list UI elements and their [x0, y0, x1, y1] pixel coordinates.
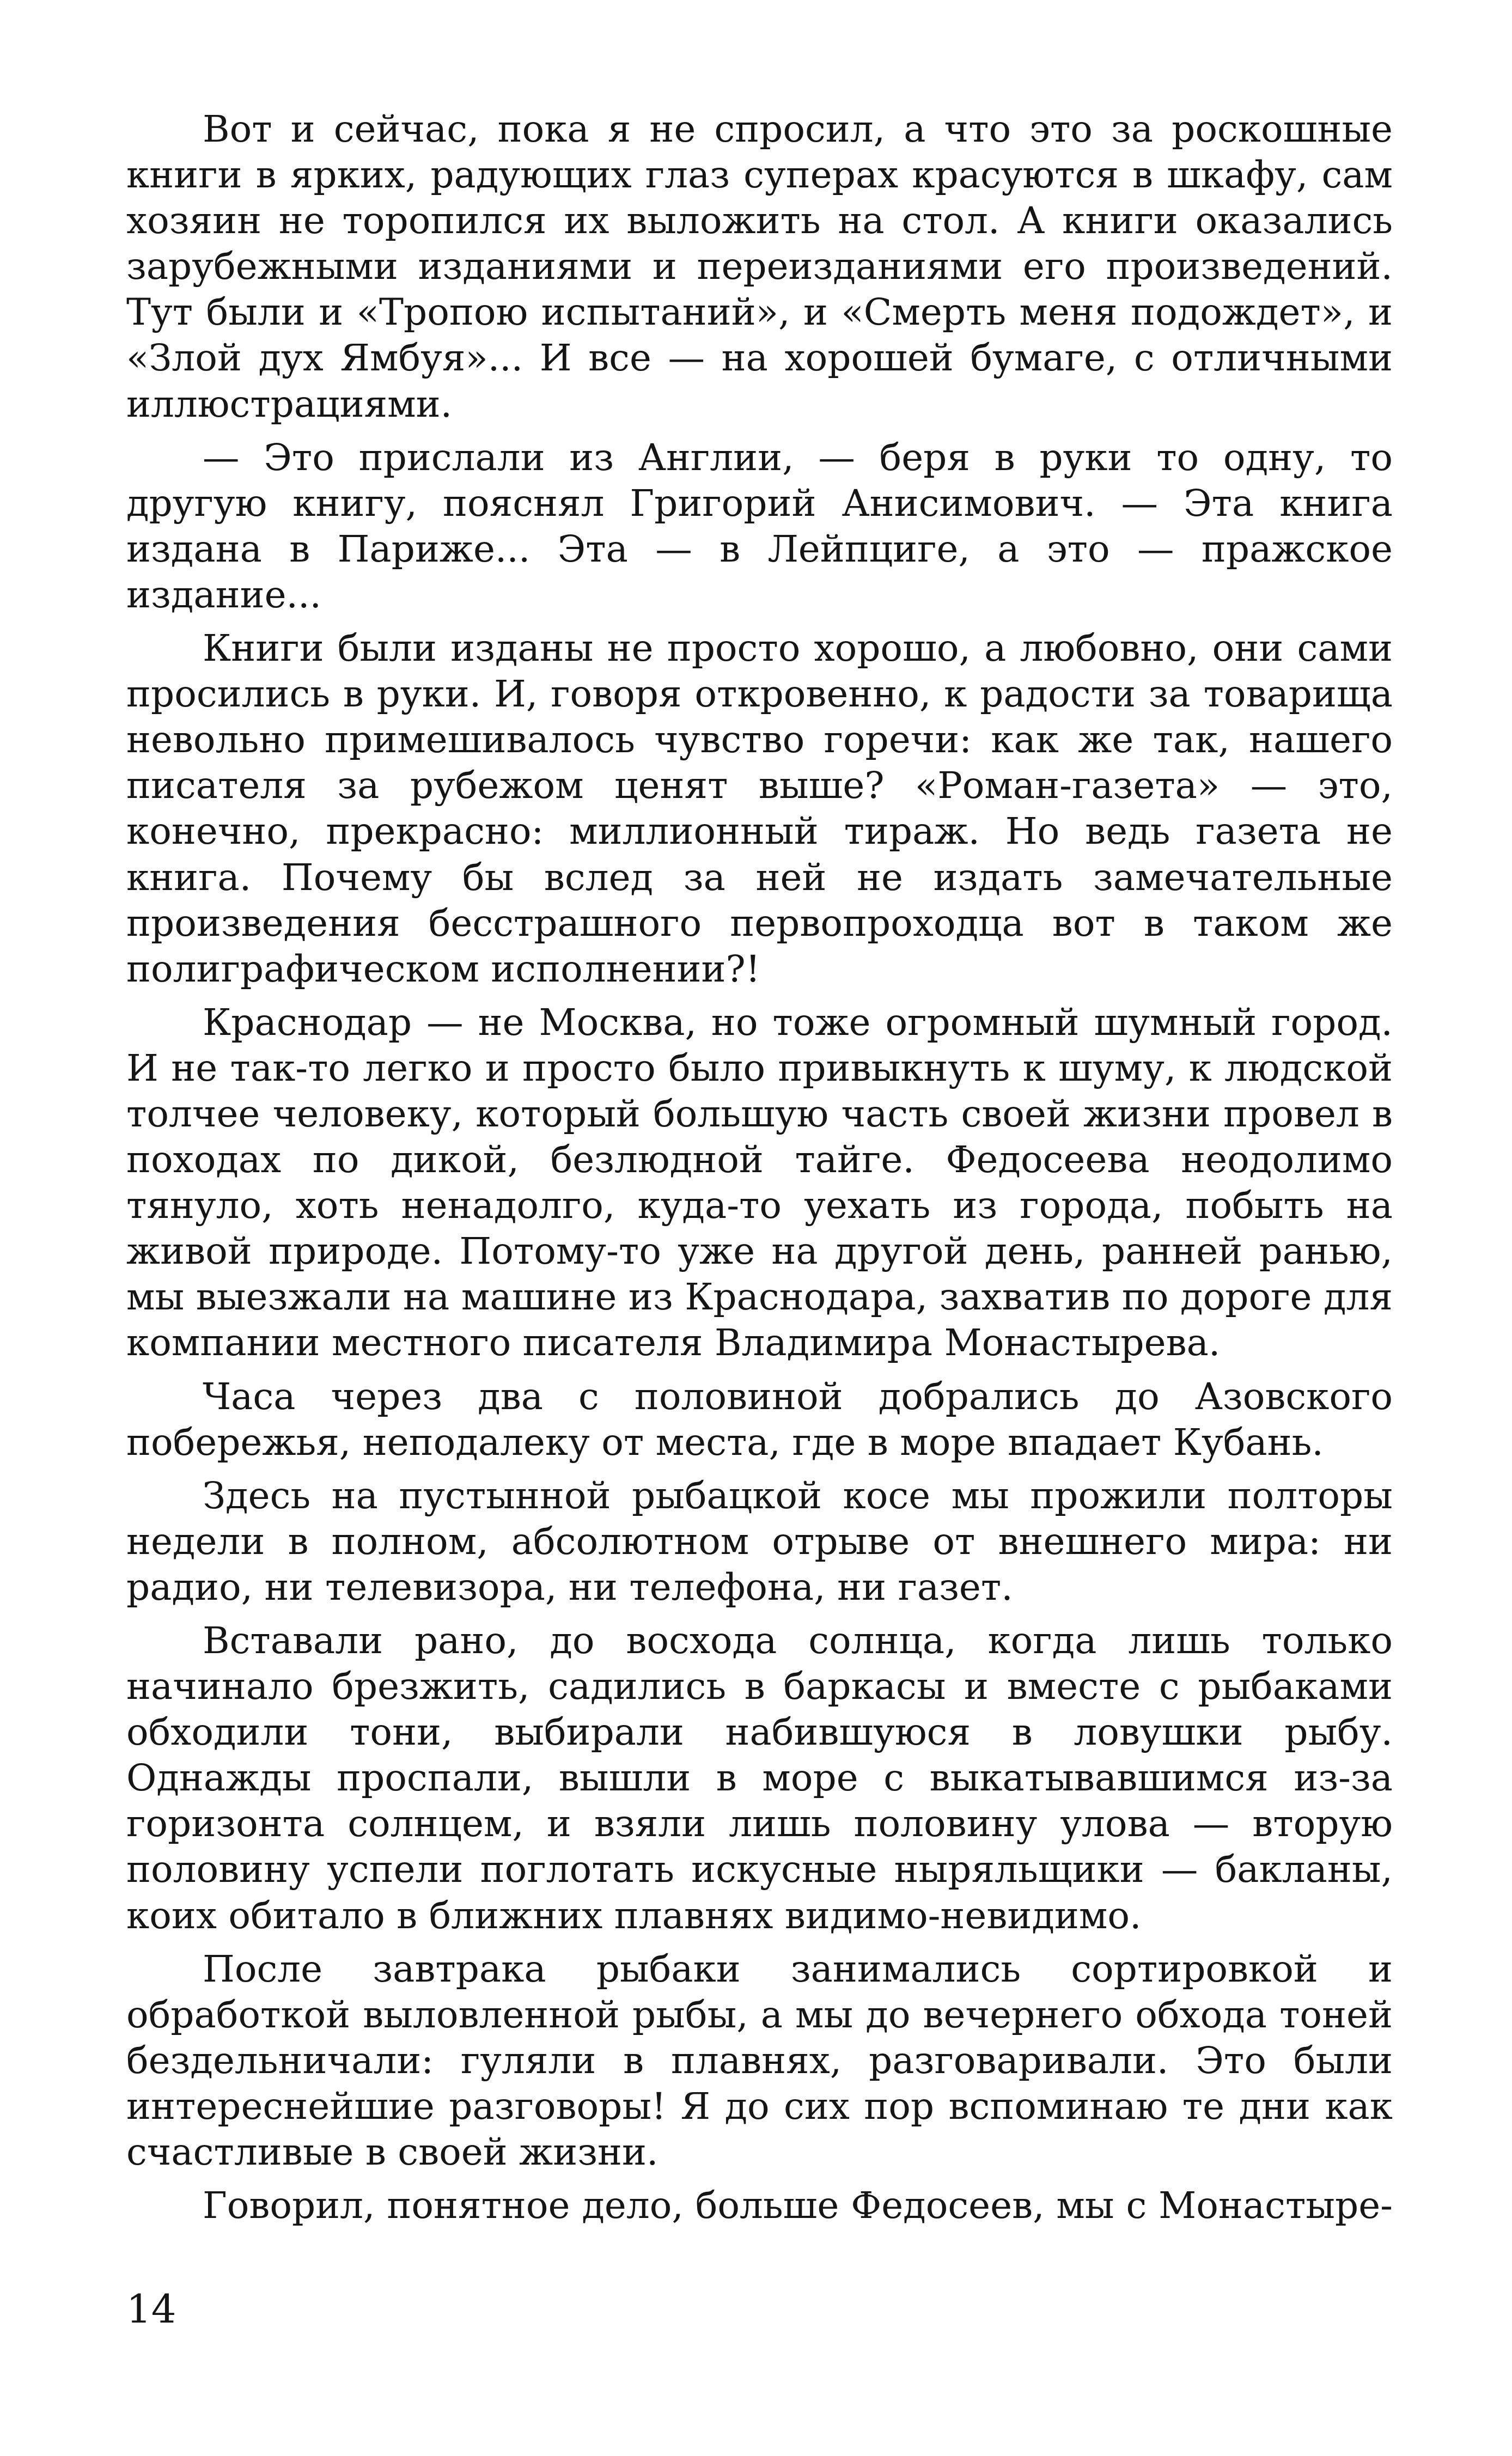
- body-text: [126, 106, 1393, 2228]
- paragraph-4: Краснодар — не Москва, но тоже огромный шумный город. И не так-то легко и просто было привыкнуть к шуму, к людской толчее человеку, который большую часть своей жизни провел в походах по дикой, безлюдной тайге. Федосеева неодолимо тянуло, хоть ненадолго, куда-то уехать из города, побыть на живой природе. Потому-то уже на другой день, ранней ранью, мы выезжали на машине из Краснодара, захватив по дороге для компании местного писателя Владимира Монастырева.: [126, 1000, 1393, 1364]
- paragraph-7: Вставали рано, до восхода солнца, когда лишь только начинало брезжить, садились в баркасы и вместе с рыбаками обходили тони, выбирали набившуюся в ловушки рыбу. Однажды проспали, вышли в море с выкатывавшимся из-за горизонта солнцем, и взяли лишь половину улова — вторую половину успели поглотать искусные ныряльщики — бакланы, коих обитало в ближних плавнях видимо-невидимо.: [126, 1619, 1393, 1937]
- paragraph-1: Вот и сейчас, пока я не спросил, а что это за роскошные книги в ярких, радующих глаз суперах красуются в шкафу, сам хозяин не торопился их выложить на стол. А книги оказались зарубежными изданиями и переизданиями его произведений. Тут были и «Тропою испытаний», и «Смерть меня подождет», и «Злой дух Ямбуя»... И все — на хорошей бумаге, с отличными иллюстрациями.: [126, 107, 1393, 425]
- paragraph-8: После завтрака рыбаки занимались сортировкой и обработкой выловленной рыбы, а мы до вечернего обхода тоней бездельничали: гуляли в плавнях, разговаривали. Это были интереснейшие разговоры! Я до сих пор вспоминаю те дни как счастливые в своей жизни.: [126, 1947, 1393, 2174]
- paragraph-5: Часа через два с половиной добрались до Азовского побережья, неподалеку от места, где в море впадает Кубань.: [126, 1374, 1393, 1464]
- page-number: 14: [126, 2286, 176, 2332]
- paragraph-3: Книги были изданы не просто хорошо, а любовно, они сами просились в руки. И, говоря откровенно, к радости за товарища невольно примешивалось чувство горечи: как же так, нашего писателя за рубежом ценят выше? «Роман-газета» — это, конечно, прекрасно: миллионный тираж. Но ведь газета не книга. Почему бы вслед за ней не издать замечательные произведения бесстрашного первопроходца вот в таком же полиграфическом исполнении?!: [126, 626, 1393, 990]
- paragraph-9: Говорил, понятное дело, больше Федосеев, мы с Монастыре-: [203, 2184, 1393, 2227]
- paragraph-2: — Это прислали из Англии, — беря в руки то одну, то другую книгу, пояснял Григорий Анисимович. — Эта книга издана в Париже... Эта — в Лейпциге, а это — пражское издание...: [126, 435, 1393, 616]
- paragraph-6: Здесь на пустынной рыбацкой косе мы прожили полторы недели в полном, абсолютном отрыве от внешнего мира: ни радио, ни телевизора, ни телефона, ни газет.: [126, 1473, 1393, 1608]
